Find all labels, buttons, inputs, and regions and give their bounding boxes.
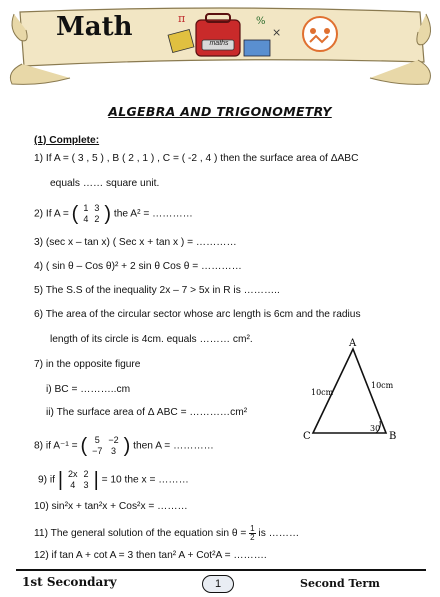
angle-b-label: 30: [370, 424, 381, 433]
question-2: 2) If A = ( 1 3 4 2 ) the A² = …………: [34, 203, 193, 225]
matrix-A: 1 3 4 2: [83, 203, 100, 224]
question-2-pre: 2) If A =: [34, 208, 72, 220]
question-1-line-1: 1) If A = ( 3 , 5 ) , B ( 2 , 1 ) , C = ( -2 , 4 ) then the surface area of ΔABC: [34, 153, 359, 164]
question-3: 3) (sec x – tan x) ( Sec x + tan x ) = …………: [34, 237, 237, 248]
matrix-A-inverse: 5 −2 −7 3: [92, 435, 119, 456]
question-1-line-2: equals …… square unit.: [50, 178, 160, 189]
question-9: 9) if | 2x 2 4 3 | = 10 the x = ………: [38, 469, 189, 491]
times-symbol-icon: ×: [272, 26, 282, 39]
side-ac-label: 10cm: [311, 388, 334, 397]
question-12: 12) if tan A + cot A = 3 then tan² A + Cot²A = ……….: [34, 550, 267, 561]
percent-symbol-icon: %: [256, 16, 266, 27]
triangle-figure: [300, 335, 420, 447]
page-title: ALGEBRA AND TRIGONOMETRY: [108, 104, 332, 119]
subject-title: Math: [56, 12, 133, 42]
question-6-line-2: length of its circle is 4cm. equals ……… cm².: [50, 334, 253, 345]
fraction-one-half: $\frac{1}{2}$: [250, 524, 255, 542]
question-6-line-1: 6) The area of the circular sector whose arc length is 6cm and the radius: [34, 309, 361, 320]
question-10: 10) sin²x + tan²x + Cos²x = ………: [34, 501, 188, 512]
page-number: 1: [202, 575, 234, 593]
footer-term: Second Term: [300, 577, 380, 590]
section-heading: (1) Complete:: [34, 135, 100, 146]
question-7-part-i: i) BC = ………..cm: [46, 384, 131, 395]
board-label: maths: [209, 40, 229, 47]
question-11: 11) The general solution of the equation sin θ = $\frac{1}{2}$ is ………: [34, 524, 300, 542]
vertex-A: A: [349, 338, 357, 349]
footer-rule: [16, 569, 426, 571]
question-7: 7) in the opposite figure: [34, 359, 141, 370]
side-ab-label: 10cm: [371, 381, 394, 390]
pi-symbol-icon: π: [178, 12, 186, 25]
vertex-C: C: [303, 431, 311, 442]
question-5: 5) The S.S of the inequality 2x – 7 > 5x in R is ………..: [34, 285, 280, 296]
vertex-B: B: [389, 431, 397, 442]
question-2-post: the A² = …………: [111, 208, 193, 220]
footer-grade: 1st Secondary: [22, 575, 117, 589]
question-7-part-ii: ii) The surface area of Δ ABC = …………cm²: [46, 407, 248, 418]
determinant: 2x 2 4 3: [68, 469, 89, 490]
question-4: 4) ( sin θ – Cos θ)² + 2 sin θ Cos θ = …………: [34, 261, 242, 272]
question-8: 8) if A⁻¹ = ( 5 −2 −7 3 ) then A = …………: [34, 435, 214, 457]
